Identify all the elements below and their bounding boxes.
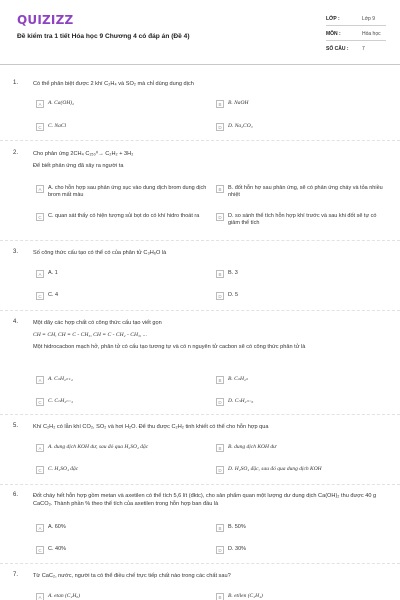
option-letter-box: C bbox=[36, 123, 44, 131]
question-separator bbox=[0, 310, 400, 311]
question-text bbox=[33, 249, 383, 257]
question-formula: CH ≡ CH, CH ≡ C - CH₃, CH ≡ C - CH₂ - CH₃, ... bbox=[33, 332, 147, 338]
question-separator bbox=[0, 414, 400, 415]
class-value: Lớp 9 bbox=[362, 16, 376, 22]
option-text: D. 30% bbox=[228, 546, 247, 552]
option-letter-box: C bbox=[36, 466, 44, 474]
option-letter-box: B bbox=[216, 593, 224, 600]
count-value: 7 bbox=[362, 46, 365, 52]
option-text: A. cho hỗn hợp sau phản ứng sục vào dung dịch brom dung dịch brom mất màu bbox=[48, 185, 207, 198]
question-text bbox=[33, 319, 383, 351]
question-stem: Cho phản ứng 2CH₄ C₁₅₀⁰→ C₂H₂ + 3H₂ bbox=[33, 151, 134, 157]
option-letter-box: D bbox=[216, 466, 224, 474]
count-label: SỐ CÂU : bbox=[326, 46, 349, 52]
option-letter-box: B bbox=[216, 100, 224, 108]
question-number: 7. bbox=[13, 572, 19, 578]
option-text: B. NaOH bbox=[228, 100, 249, 106]
option-text: D. H₂SO₄ đặc, sau đó qua dung dịch KOH bbox=[228, 466, 322, 472]
option-letter-box: D bbox=[216, 123, 224, 131]
question-stem: Từ CaC₂, nước, người ta có thể điều chế trực tiếp chất nào trong các chất sau? bbox=[33, 573, 231, 579]
option-text: A. 1 bbox=[48, 270, 58, 276]
question-number: 1. bbox=[13, 80, 19, 86]
option-text: D. 5 bbox=[228, 292, 239, 298]
option-text: A. CₙH₂ₙ₊₂ bbox=[48, 376, 73, 382]
option-text: C. H₂SO₄ đặc bbox=[48, 466, 79, 472]
class-label: LỚP : bbox=[326, 16, 340, 22]
question-number: 6. bbox=[13, 492, 19, 498]
question-subtext: Để biết phản ứng đã xảy ra người ta bbox=[33, 163, 124, 169]
question-subtext: Một hidrocacbon mạch hở, phân tử có cấu tạo tương tự và có n nguyên tử cacbon sẽ có công thức phân tử là bbox=[33, 344, 306, 350]
question-separator bbox=[0, 484, 400, 485]
option-letter-box: C bbox=[36, 398, 44, 406]
option-text: A. etan (C₂H₆) bbox=[48, 593, 81, 599]
worksheet-title: Đề kiểm tra 1 tiết Hóa học 9 Chương 4 có đáp án (Đề 4) bbox=[17, 33, 190, 40]
question-separator bbox=[0, 240, 400, 241]
option-text: B. dung dịch KOH dư bbox=[228, 444, 277, 450]
subject-underline bbox=[326, 40, 386, 41]
option-letter-box: A bbox=[36, 524, 44, 532]
question-separator bbox=[0, 140, 400, 141]
question-number: 3. bbox=[13, 249, 19, 255]
option-letter-box: D bbox=[216, 292, 224, 300]
option-letter-box: C bbox=[36, 292, 44, 300]
question-text bbox=[33, 150, 383, 170]
option-text: D. so sánh thể tích hỗn hợp khí trước và sau khi đốt sẽ tự có giảm thể tích bbox=[228, 213, 377, 226]
option-letter-box: A bbox=[36, 444, 44, 452]
option-letter-box: D bbox=[216, 213, 224, 221]
question-number: 2. bbox=[13, 150, 19, 156]
question-text bbox=[33, 492, 383, 508]
question-stem: Đốt cháy hết hỗn hợp gồm metan và axetilen có thể tích 5,6 lít (đktc), cho sản phẩm quan một lượng dư dung dịch Ca(OH)₂ thu được 40 g CaCO₃. Thành phần % theo thể tích của axetilen trong hỗn hợp ban đầu là bbox=[33, 493, 377, 507]
option-text: A. dung dịch KOH dư, sau đó qua H₂SO₄ đặc bbox=[48, 444, 149, 450]
question-stem: Số công thức cấu tạo có thể có của phân tử C₃H₆O là bbox=[33, 250, 167, 256]
question-number: 5. bbox=[13, 423, 19, 429]
question-stem: Có thể phân biệt được 2 khí C₂H₄ và SO₂ mà chỉ dùng dung dịch bbox=[33, 81, 194, 87]
question-number: 4. bbox=[13, 319, 19, 325]
option-letter-box: B bbox=[216, 185, 224, 193]
question-separator bbox=[0, 563, 400, 564]
option-text: B. CₙH₂ₙ bbox=[228, 376, 249, 382]
subject-label: MÔN : bbox=[326, 31, 341, 37]
option-text: A. Ca(OH)₂ bbox=[48, 100, 75, 106]
option-letter-box: D bbox=[216, 546, 224, 554]
option-letter-box: B bbox=[216, 524, 224, 532]
option-text: D. CₙH₂ₙ₋₆ bbox=[228, 398, 254, 404]
option-letter-box: C bbox=[36, 546, 44, 554]
option-letter-box: B bbox=[216, 376, 224, 384]
question-text bbox=[33, 423, 383, 431]
option-letter-box: B bbox=[216, 270, 224, 278]
class-underline bbox=[326, 25, 386, 26]
question-text bbox=[33, 572, 383, 580]
option-text: B. 3 bbox=[228, 270, 238, 276]
option-text: C. NaCl bbox=[48, 123, 67, 129]
option-text: C. CₙH₂ₙ₋₂ bbox=[48, 398, 74, 404]
option-text: C. quan sát thấy có hiện tượng sủi bọt do có khí hidro thoát ra bbox=[48, 213, 200, 219]
option-text: B. etilen (C₂H₄) bbox=[228, 593, 263, 599]
option-text: A. 60% bbox=[48, 524, 66, 530]
option-letter-box: A bbox=[36, 185, 44, 193]
worksheet-header bbox=[0, 0, 400, 64]
option-letter-box: A bbox=[36, 270, 44, 278]
option-letter-box: A bbox=[36, 376, 44, 384]
subject-value: Hóa học bbox=[362, 31, 381, 37]
option-letter-box: A bbox=[36, 593, 44, 600]
option-letter-box: A bbox=[36, 100, 44, 108]
option-letter-box: C bbox=[36, 213, 44, 221]
option-text: C. 4 bbox=[48, 292, 59, 298]
option-letter-box: D bbox=[216, 398, 224, 406]
question-text bbox=[33, 80, 383, 88]
option-text: C. 40% bbox=[48, 546, 67, 552]
question-stem: Khí C₂H₂ có lẫn khí CO₂, SO₂ và hơi H₂O. Để thu được C₂H₂ tinh khiết có thể cho hỗn hợp qua bbox=[33, 424, 269, 430]
option-text: B. đốt hỗn hợ sau phản ứng, sẽ có phản ứng cháy và tỏa nhiều nhiệt bbox=[228, 185, 383, 198]
header-divider bbox=[0, 64, 400, 65]
option-letter-box: B bbox=[216, 444, 224, 452]
option-text: D. Na₂CO₃ bbox=[228, 123, 253, 129]
quizizz-logo: QUIZIZZ bbox=[17, 13, 74, 27]
option-text: B. 50% bbox=[228, 524, 246, 530]
question-stem: Một dãy các hợp chất có công thức cấu tạo viết gọn bbox=[33, 320, 162, 326]
